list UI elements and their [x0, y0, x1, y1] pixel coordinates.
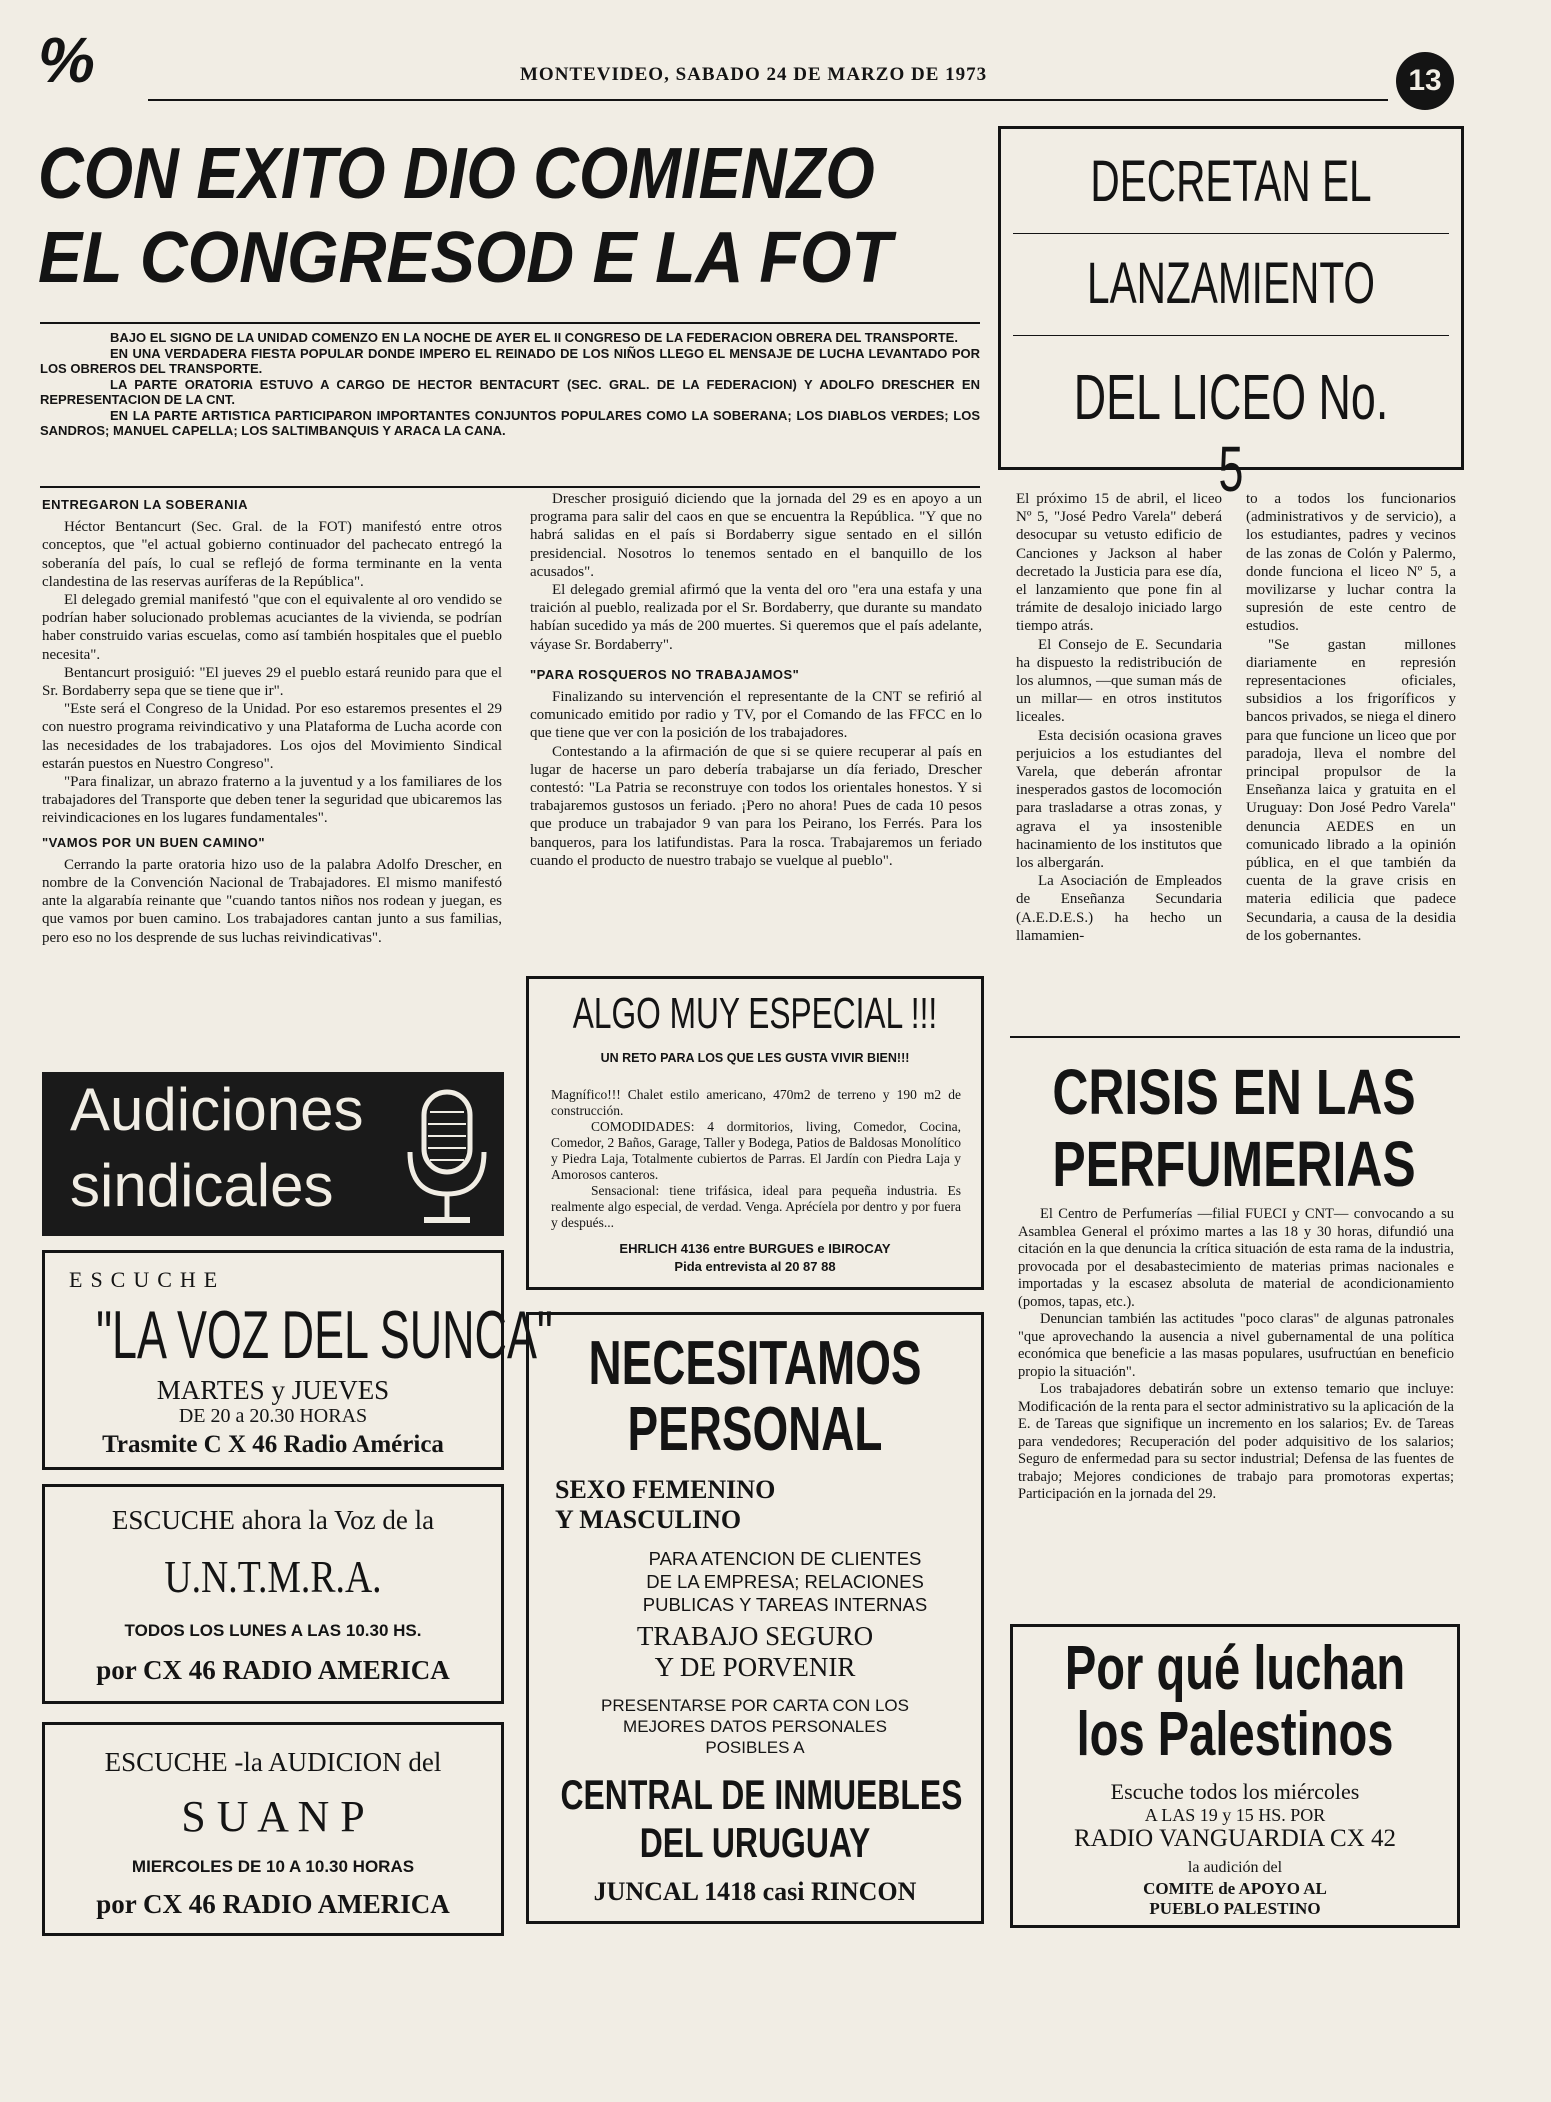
paragraph: Esta decisión ocasiona graves perjuicios a los estudiantes del Varela, que deberán afrontar inesperados gastos de locomoción para trasladarse a otras zonas, y agrava el ya insostenible hacinamiento de los institutos que los albergarán. [1016, 727, 1222, 872]
liceo-rule [1013, 335, 1449, 336]
sunca-line-1: ESCUCHE [69, 1267, 226, 1292]
palestinos-line-6: PUEBLO PALESTINO [1149, 1899, 1321, 1918]
logo: % [38, 24, 95, 96]
lead-rule [40, 322, 980, 324]
crisis-headline-line-2: PERFUMERIAS [1052, 1128, 1416, 1200]
untmra-ad [42, 1484, 504, 1704]
palestinos-line-1: Escuche todos los miércoles [1110, 1779, 1360, 1804]
liceo-bottom-rule [1010, 1036, 1460, 1038]
paragraph: El Consejo de E. Secundaria ha dispuesto la redistribución de los alumnos, —que suman más de un millar— en otros institutos liceales. [1016, 636, 1222, 726]
subhead: ENTREGARON LA SOBERANIA [42, 497, 249, 512]
personal-duties [599, 1547, 971, 1616]
job-line: Y DE PORVENIR [654, 1652, 856, 1682]
liceo-column-2 [1246, 490, 1456, 945]
liceo-headline-line-2: LANZAMIENTO [1086, 251, 1376, 316]
paragraph: Cerrando la parte oratoria hizo uso de la palabra Adolfo Drescher, en nombre de la Convención Nacional de Trabajadores. El mismo manifestó ante la algarabía reinante que "cuando tantos niños nos rodean y juegan, es que vamos por buen camino. Los trabajadores cantan junto a sus familias, pero eso no los desprende de sus luchas reivindicativas". [42, 856, 502, 946]
lead-paragraph: BAJO EL SIGNO DE LA UNIDAD COMENZO EN LA NOCHE DE AYER EL II CONGRESO DE LA FEDERACION OBRERA DEL TRANSPORTE. [110, 330, 958, 345]
paragraph: COMODIDADES: 4 dormitorios, living, Comedor, Cocina, Comedor, 2 Baños, Garage, Taller y Bodega, Patios de Baldosas Monolítico y Piedra Laja, Totalmente cubiertos de Parras. El Jardín con Piedra Laja y Amorosos canteros. [551, 1119, 961, 1182]
dateline: MONTEVIDEO, SABADO 24 DE MARZO DE 1973 [520, 64, 988, 85]
apply-line: MEJORES DATOS PERSONALES [623, 1717, 887, 1736]
subhead: "VAMOS POR UN BUEN CAMINO" [42, 834, 265, 850]
main-story-column-2 [530, 490, 982, 870]
lead-paragraph: LA PARTE ORATORIA ESTUVO A CARGO DE HECTOR BENTACURT (SEC. GRAL. DE LA FEDERACION) Y ADOLFO DRESCHER EN REPRESENTACION DE LA CNT. [40, 376, 980, 407]
crisis-headline-line-1: CRISIS EN LAS [1052, 1056, 1416, 1128]
apply-line: PRESENTARSE POR CARTA CON LOS [601, 1696, 909, 1715]
liceo-column-1 [1016, 490, 1222, 945]
duties-line: PUBLICAS Y TAREAS INTERNAS [642, 1594, 928, 1615]
paragraph: Héctor Bentancurt (Sec. Gral. de la FOT) manifestó entre otros conceptos, que "el actual gobierno continuador del pachecato entregó la soberanía del país, lo cual se reflejó de forma terminante en la venta clandestina de las reservas auríferas de la República". [42, 519, 502, 590]
job-line: TRABAJO SEGURO [636, 1621, 874, 1651]
paragraph: Magnífico!!! Chalet estilo americano, 470m2 de terreno y 190 m2 de construcción. [551, 1087, 961, 1118]
sunca-line-3: MARTES y JUEVES [156, 1375, 390, 1405]
personal-sex-1: SEXO FEMENINO [555, 1475, 776, 1504]
crisis-headline [1008, 1056, 1460, 1216]
main-headline [38, 132, 988, 312]
palestinos-line-5: COMITE de APOYO AL [1143, 1879, 1327, 1898]
main-headline-line-1: CON EXITO DIO COMIENZO [38, 134, 875, 214]
algo-especial-ad [526, 976, 984, 1290]
palestinos-line-3: RADIO VANGUARDIA CX 42 [1073, 1825, 1397, 1852]
crisis-body [1018, 1206, 1454, 1504]
untmra-line-3: TODOS LOS LUNES A LAS 10.30 HS. [124, 1621, 422, 1640]
suanp-line-3: MIERCOLES DE 10 A 10.30 HORAS [131, 1857, 415, 1876]
lead-paragraph: EN UNA VERDADERA FIESTA POPULAR DONDE IMPERO EL REINADO DE LOS NIÑOS LLEGO EL MENSAJE DE LUCHA LEVANTADO POR LOS OBREROS DEL TRANSPORTE. [40, 345, 980, 376]
lead-paragraph: EN LA PARTE ARTISTICA PARTICIPARON IMPORTANTES CONJUNTOS POPULARES COMO LA SOBERANA; LOS DIABLOS VERDES; LOS SANDROS; MANUEL CAPELLA; LOS SALTIMBANQUIS Y ARACA LA CANA. [40, 407, 980, 438]
paragraph: La Asociación de Empleados de Enseñanza Secundaria (A.E.D.E.S.) ha hecho un llamamien- [1016, 873, 1222, 944]
suanp-line-1: ESCUCHE -la AUDICION del [104, 1747, 442, 1777]
palestinos-headline-1: Por qué luchan [1064, 1634, 1406, 1703]
suanp-line-2: S U A N P [181, 1792, 365, 1841]
liceo-headline-line-1: DECRETAN EL [1090, 149, 1372, 214]
personal-job [529, 1621, 981, 1683]
untmra-line-4: por CX 46 RADIO AMERICA [96, 1655, 450, 1685]
algo-subtitle: UN RETO PARA LOS QUE LES GUSTA VIVIR BIEN!!! [600, 1051, 910, 1065]
microphone-icon [394, 1086, 500, 1232]
untmra-line-1: ESCUCHE ahora la Voz de la [111, 1505, 435, 1535]
algo-phone: Pida entrevista al 20 87 88 [674, 1259, 836, 1274]
lead-bottom-rule [40, 486, 980, 488]
palestinos-line-4: la audición del [1187, 1859, 1283, 1876]
algo-address: EHRLICH 4136 entre BURGUES e IBIROCAY [619, 1241, 891, 1256]
main-headline-line-2: EL CONGRESOD E LA FOT [38, 218, 892, 298]
palestinos-line-2: A LAS 19 y 15 HS. POR [1144, 1805, 1326, 1825]
page-number: 13 [1396, 52, 1454, 110]
paragraph: Drescher prosiguió diciendo que la jornada del 29 es en apoyo a un programa para salir del caos en que se encuentra la República. "Y que no habrá salidas en el país si Bordaberry sigue sentado en el sillón presidencial. Nosotros lo tenemos sentado en el banquillo de los acusados". [530, 491, 982, 580]
personal-title-1: NECESITAMOS [588, 1329, 922, 1398]
main-story-column-1 [42, 490, 502, 947]
paragraph: to a todos los funcionarios (administrativos y de servicio), a los estudiantes, padres y vecinos de las zonas de Colón y Palermo, donde funciona el liceo Nº 5, a movilizarse y luchar contra la supresión de este centro de estudios. [1246, 491, 1456, 635]
paragraph: Sensacional: tiene trifásica, ideal para pequeña industria. Es realmente algo especial, de verdad. Venga. Aprécíela por dentro y por fuera y después... [551, 1183, 961, 1230]
masthead-rule [148, 99, 1388, 101]
paragraph: El Centro de Perfumerías —filial FUECI y CNT— convocando a su Asamblea General el próximo martes a las 18 y 30 horas, difundió una citación en la que denuncia la crítica situación de esta rama de la industria, provocada por el desabastecimiento de materias primas nacionales e importadas y la escasez absoluta de material de acondicionamiento (pomos, tapas, etc.). [1018, 1206, 1454, 1310]
paragraph: El delegado gremial afirmó que la venta del oro "era una estafa y una traición al pueblo, realizada por el Sr. Bordaberry, que durante su mandato habían sucedido ya más de 200 muertes. Si queremos que el país adelante, váyase Sr. Bordaberry". [530, 582, 982, 653]
main-lead [40, 330, 980, 439]
paragraph: Bentancurt prosiguió: "El jueves 29 el pueblo estará reunido para que el Sr. Bordaberry sepa que se tiene que ir". [42, 664, 502, 700]
sunca-line-5: Trasmite C X 46 Radio América [102, 1431, 444, 1458]
paragraph: Contestando a la afirmación de que si se quiere recuperar al país en lugar de hacerse un paro debería trabajarse un día feriado, Drescher contestó: "La Patria se reconstruye con todos los orientales honestos. Y si trabajaremos gustosos un feriado. ¡Pero no ahora! Pues de cada 10 pesos que produce un trabajador 9 van para los Peirano, los Ferrés. Para los banqueros, para los latifundistas. Para la rosca. Trabajaremos un feriado cuando el producto de nuestro trabajo se vuelque al pueblo". [530, 743, 982, 869]
suanp-ad [42, 1722, 504, 1936]
audiciones-line-1: Audiciones [70, 1076, 364, 1143]
apply-line: POSIBLES A [705, 1738, 805, 1757]
personal-apply [529, 1695, 981, 1758]
personal-sex-2: Y MASCULINO [555, 1505, 742, 1534]
personal-company-2: DEL URUGUAY [639, 1819, 871, 1866]
subhead: "PARA ROSQUEROS NO TRABAJAMOS" [530, 666, 800, 682]
personal-address: JUNCAL 1418 casi RINCON [593, 1877, 917, 1906]
sunca-line-2: "LA VOZ DEL SUNCA" [96, 1297, 553, 1373]
liceo-rule [1013, 233, 1449, 234]
personal-ad [526, 1312, 984, 1924]
paragraph: Denuncian también las actitudes "poco claras" de algunas patronales "que aprovechando la ausencia a nivel gubernamental de una política económica que beneficie a las masas populares, usufructúan en beneficio propio la situación". [1018, 1311, 1454, 1380]
algo-title: ALGO MUY ESPECIAL !!! [572, 989, 938, 1038]
audiciones-banner [42, 1072, 504, 1236]
palestinos-headline-2: los Palestinos [1076, 1700, 1394, 1769]
liceo-headline-line-3: DEL LICEO No. 5 [1073, 361, 1389, 505]
liceo-headline-box [998, 126, 1464, 505]
palestinos-ad [1010, 1624, 1460, 1928]
duties-line: DE LA EMPRESA; RELACIONES [646, 1571, 924, 1592]
paragraph: "Este será el Congreso de la Unidad. Por eso estaremos presentes el 29 con nuestro programa reivindicativo y una Plataforma de Lucha acorde con las necesidades de los trabajadores. Los ojos del Movimiento Sindical estarán puestos en Nuestro Congreso". [42, 701, 502, 772]
suanp-line-4: por CX 46 RADIO AMERICA [96, 1889, 450, 1919]
untmra-line-2: U.N.T.M.R.A. [164, 1551, 382, 1602]
paragraph: El delegado gremial manifestó "que con el equivalente al oro vendido se podrían haber solucionado problemas acuciantes de la vivienda, se podrían haber construido varias escuelas, como así también hospitales que el pueblo necesita". [42, 592, 502, 663]
audiciones-line-2: sindicales [70, 1152, 334, 1219]
paragraph: Los trabajadores debatirán sobre un extenso temario que incluye: Modificación de la renta para el sector administrativo su la aplicación de la E. de Tareas que signifique un incremento en los salarios; Ev. de Tareas para vendedores; Recuperación del poder adquisitivo de los salarios; Seguro de enfermedad para su sector industrial; Defensa de las fuentes de trabajo; Mejores condiciones de trabajo para promotoras expertas; Participación en la jornada del 29. [1018, 1381, 1454, 1502]
paragraph: "Para finalizar, un abrazo fraterno a la juventud y a los familiares de los trabajadores del Transporte que deben tener la seguridad que ubicaremos las reivindicaciones en los lugares fundamentales". [42, 774, 502, 827]
personal-company-1: CENTRAL DE INMUEBLES [560, 1771, 963, 1818]
duties-line: PARA ATENCION DE CLIENTES [648, 1548, 922, 1569]
sunca-ad [42, 1250, 553, 1470]
paragraph: El próximo 15 de abril, el liceo Nº 5, "José Pedro Varela" deberá desocupar su vetusto edificio de Canciones y Jackson al haber decretado la Justicia para ese día, el lanzamiento que pone fin al trámite de desalojo iniciado largo tiempo atrás. [1016, 491, 1222, 635]
paragraph: Finalizando su intervención el representante de la CNT se refirió al comunicado emitido por radio y TV, por el Comando de las FFCC en lo que tiene que ver con la posición de los trabajadores. [530, 689, 982, 742]
algo-body [551, 1087, 961, 1231]
personal-title-2: PERSONAL [627, 1395, 883, 1464]
paragraph: "Se gastan millones diariamente en represión representaciones oficiales, subsidios a los frigoríficos y bancos privados, se niega el dinero para que funcione un liceo que por paradoja, lleva el nombre del principal propulsor de la Enseñanza laica y gratuita en el Uruguay: Don José Pedro Varela" denuncia AEDES en un comunicado librado a la opinión pública, en el que también da cuenta de la grave crisis en materia edilicia que padece Secundaria, a causa de la desidia de los gobernantes. [1246, 636, 1456, 944]
sunca-line-4: DE 20 a 20.30 HORAS [178, 1405, 368, 1427]
